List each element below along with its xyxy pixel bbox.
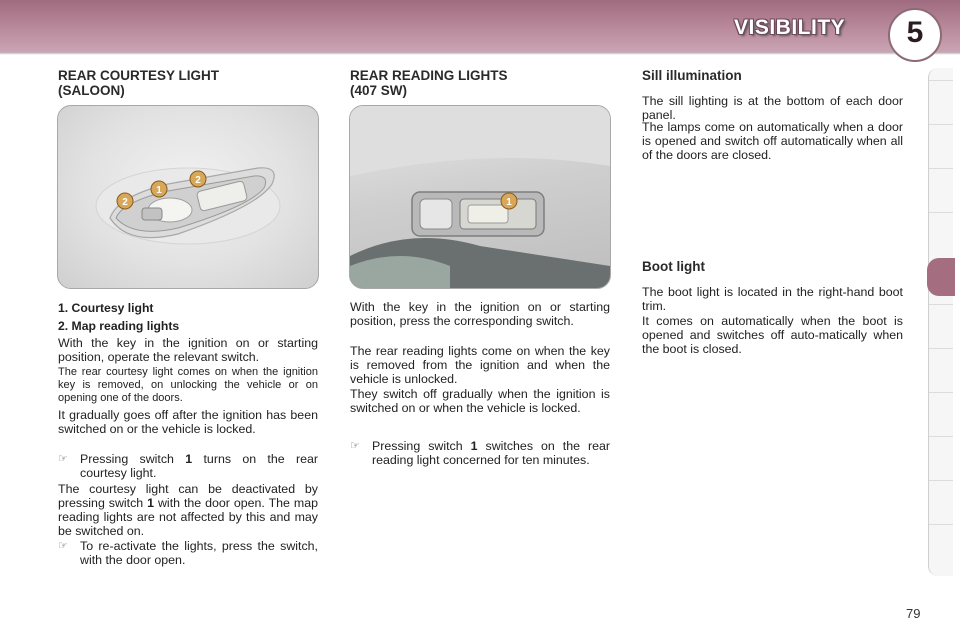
list-item: 1. Courtesy light bbox=[58, 301, 154, 315]
bullet-row bbox=[58, 539, 318, 569]
title-line: (SALOON) bbox=[58, 83, 125, 98]
paragraph: It gradually goes off after the ignition has been switched on or the vehicle is locked. bbox=[58, 408, 318, 436]
callout-1 bbox=[501, 193, 517, 209]
paragraph: It comes on automatically when the boot is opened and switches off auto-matically when the boot is closed. bbox=[642, 314, 903, 356]
paragraph: The courtesy light can be deactivated by pressing switch 1 with the door open. The map reading lights are not affected by this and may be switched on. bbox=[58, 482, 318, 538]
paragraph: With the key in the ignition on or starting position, press the corresponding switch. bbox=[350, 300, 610, 328]
reading-callouts bbox=[349, 105, 609, 287]
bullet-text: Pressing switch 1 turns on the rear courtesy light. bbox=[80, 452, 318, 480]
svg-text:1: 1 bbox=[156, 185, 162, 196]
bullet-row bbox=[58, 452, 318, 482]
pointing-hand-icon: ☞ bbox=[350, 440, 360, 452]
bullet-row bbox=[350, 439, 610, 483]
chapter-tabs bbox=[928, 68, 953, 576]
boot-light-title: Boot light bbox=[642, 259, 705, 274]
svg-text:1: 1 bbox=[506, 197, 512, 208]
svg-text:2: 2 bbox=[122, 197, 128, 208]
chapter-tab[interactable] bbox=[929, 524, 953, 563]
sill-illumination-title: Sill illumination bbox=[642, 68, 742, 83]
rear-courtesy-light-title bbox=[58, 68, 318, 98]
title-line: (407 SW) bbox=[350, 83, 408, 98]
chapter-tab[interactable] bbox=[929, 480, 953, 519]
paragraph-small: The rear courtesy light comes on when the ignition key is removed, on unlocking the vehicle or on opening one of the doors. bbox=[58, 366, 318, 404]
chapter-tab[interactable] bbox=[929, 168, 953, 207]
chapter-tab[interactable] bbox=[929, 212, 953, 251]
paragraph: The sill lighting is at the bottom of each door panel. bbox=[642, 94, 903, 122]
courtesy-callouts bbox=[57, 105, 317, 287]
pointing-hand-icon: ☞ bbox=[58, 453, 68, 465]
chapter-tab[interactable] bbox=[929, 304, 953, 343]
svg-text:2: 2 bbox=[195, 175, 201, 186]
callout-2-right bbox=[190, 171, 206, 187]
chapter-number-badge bbox=[888, 8, 942, 62]
bullet-text: Pressing switch 1 switches on the rear reading light concerned for ten minutes. bbox=[372, 439, 610, 467]
chapter-tab[interactable] bbox=[929, 124, 953, 163]
chapter-title: VISIBILITY bbox=[734, 16, 846, 39]
paragraph: The boot light is located in the right-hand boot trim. bbox=[642, 285, 903, 313]
callout-2-left bbox=[117, 193, 133, 209]
title-line: REAR READING LIGHTS bbox=[350, 68, 508, 83]
chapter-tab[interactable] bbox=[929, 392, 953, 431]
chapter-tab[interactable] bbox=[929, 436, 953, 475]
chapter-tab[interactable] bbox=[929, 80, 953, 119]
paragraph: They switch off gradually when the ignition is switched on or when the vehicle is locked. bbox=[350, 387, 610, 415]
chapter-number: 5 bbox=[906, 16, 924, 49]
rear-reading-lights-title bbox=[350, 68, 610, 98]
list-item: 2. Map reading lights bbox=[58, 319, 180, 333]
chapter-tab[interactable] bbox=[929, 348, 953, 387]
page-number: 79 bbox=[906, 606, 921, 621]
callout-1 bbox=[151, 181, 167, 197]
bullet-text: To re-activate the lights, press the switch, with the door open. bbox=[80, 539, 318, 567]
paragraph: The rear reading lights come on when the key is removed from the ignition and when the vehicle is unlocked. bbox=[350, 344, 610, 386]
chapter-tab-active[interactable] bbox=[927, 258, 955, 296]
paragraph: With the key in the ignition on or starting position, operate the relevant switch. bbox=[58, 336, 318, 364]
title-line: REAR COURTESY LIGHT bbox=[58, 68, 220, 83]
pointing-hand-icon: ☞ bbox=[58, 540, 68, 552]
paragraph: The lamps come on automatically when a door is opened and switch off automatically when all of the doors are closed. bbox=[642, 120, 903, 162]
